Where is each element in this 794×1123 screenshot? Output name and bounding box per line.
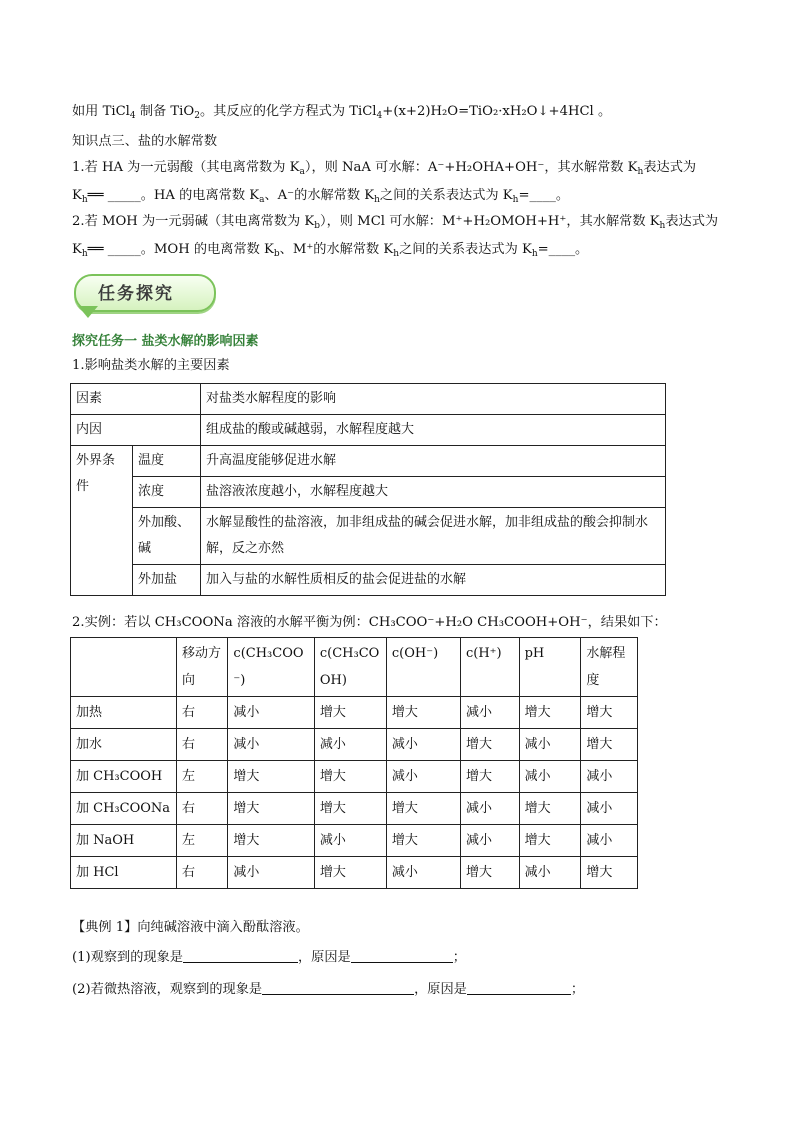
table-row	[71, 508, 666, 565]
text: ；	[570, 982, 585, 997]
table-row	[71, 761, 638, 793]
table-cell: 增大	[228, 761, 314, 793]
table-header-cell: c(CH₃COO⁻)	[228, 638, 314, 697]
text: 、A⁻的水解常数 K	[264, 188, 375, 203]
text: ，原因是	[298, 950, 351, 965]
table-header-cell: c(H⁺)	[460, 638, 519, 697]
sub: 2	[194, 111, 200, 121]
answer-blank[interactable]	[262, 980, 414, 995]
table-row	[71, 384, 666, 415]
table-cell: 增大	[314, 697, 386, 729]
table-cell: 增大	[460, 857, 519, 889]
table-cell: 增大	[314, 857, 386, 889]
table-cell: 右	[176, 697, 227, 729]
table-cell: 增大	[386, 825, 460, 857]
intro-text-1: 如用 TiCl	[72, 104, 130, 119]
text: 1.若 HA 为一元弱酸（其电离常数为 K	[72, 160, 300, 175]
table-header-cell: c(CH₃COOH)	[314, 638, 386, 697]
sub: h	[393, 249, 400, 259]
intro-line	[72, 102, 611, 122]
table-row	[71, 825, 638, 857]
task1-title: 探究任务一 盐类水解的影响因素	[72, 334, 259, 349]
answer-blank[interactable]	[351, 948, 453, 963]
example-q1	[72, 948, 466, 968]
table-cell: 减小	[386, 729, 460, 761]
table-cell: 减小	[460, 825, 519, 857]
table-row	[71, 697, 638, 729]
table-cell: 减小	[581, 825, 638, 857]
table-row	[71, 793, 638, 825]
sub: a	[299, 167, 305, 177]
text: K	[72, 242, 82, 257]
table-cell: 对盐类水解程度的影响	[201, 384, 666, 415]
section3-p1-line2	[72, 186, 569, 206]
table-cell: 增大	[460, 729, 519, 761]
section3-p2-line1	[72, 212, 718, 232]
table-cell: 增大	[581, 697, 638, 729]
table-cell: 增大	[386, 793, 460, 825]
table-header-cell	[71, 638, 177, 697]
text: ，原因是	[414, 982, 467, 997]
table-cell: 增大	[228, 793, 314, 825]
sub: 4	[129, 111, 136, 121]
table-cell: 减小	[519, 761, 581, 793]
table-cell: 加水	[71, 729, 177, 761]
table-cell: 减小	[228, 857, 314, 889]
section3-p2-line2	[72, 240, 588, 260]
table-cell: 因素	[71, 384, 201, 415]
text: K	[72, 188, 82, 203]
text: ══ _____。MOH 的电离常数 K	[87, 242, 274, 257]
table-header-cell: 移动方向	[176, 638, 227, 697]
text: (1)观察到的现象是	[72, 950, 183, 965]
sub: h	[81, 195, 88, 205]
table-cell: 减小	[460, 697, 519, 729]
sub: b	[273, 249, 280, 259]
table-cell: 升高温度能够促进水解	[201, 446, 666, 477]
table-cell: 增大	[581, 729, 638, 761]
table-cell: 加 NaOH	[71, 825, 177, 857]
table-cell: 增大	[314, 793, 386, 825]
intro-text-2: 制备 TiO	[135, 104, 195, 119]
text: ══ _____。HA 的电离常数 K	[87, 188, 260, 203]
sub: 4	[376, 111, 383, 121]
table-row	[71, 446, 666, 477]
table-header-cell: c(OH⁻)	[386, 638, 460, 697]
table-cell: 减小	[519, 857, 581, 889]
text: 2.若 MOH 为一元弱碱（其电离常数为 K	[72, 214, 315, 229]
table-cell: 组成盐的酸或碱越弱，水解程度越大	[201, 415, 666, 446]
text: ；	[452, 950, 466, 965]
banner-tail	[78, 306, 98, 318]
table-header-cell: pH	[519, 638, 581, 697]
text: 之间的关系表达式为 K	[379, 188, 513, 203]
sub: h	[637, 167, 644, 177]
table-header-cell: 水解程度	[581, 638, 638, 697]
section3-title: 知识点三、盐的水解常数	[72, 134, 218, 149]
table-row	[71, 477, 666, 508]
sub: h	[531, 249, 538, 259]
table-cell: 增大	[386, 697, 460, 729]
table-cell: 减小	[581, 761, 638, 793]
task-banner	[70, 270, 220, 320]
table-cell: 左	[176, 825, 227, 857]
table-cell: 增大	[519, 793, 581, 825]
text: 表达式为	[665, 214, 719, 229]
table-cell: 减小	[519, 729, 581, 761]
text: ），则 MCl 可水解：M⁺+H₂OMOH+H⁺，其水解常数 K	[320, 214, 660, 229]
sub: a	[259, 195, 265, 205]
table-cell: 外加酸、碱	[133, 508, 201, 565]
table-row	[71, 415, 666, 446]
sub: h	[659, 221, 666, 231]
answer-blank[interactable]	[183, 948, 298, 963]
table-cell: 加 HCl	[71, 857, 177, 889]
text: =____。	[518, 188, 570, 203]
table-cell: 外加盐	[133, 565, 201, 596]
table-cell: 加入与盐的水解性质相反的盐会促进盐的水解	[201, 565, 666, 596]
table-cell: 减小	[228, 697, 314, 729]
text: (2)若微热溶液，观察到的现象是	[72, 982, 263, 997]
table-cell: 减小	[460, 793, 519, 825]
table-row	[71, 729, 638, 761]
text: =____。	[537, 242, 589, 257]
table-cell: 加 CH₃COOH	[71, 761, 177, 793]
task1-sub1: 1.影响盐类水解的主要因素	[72, 358, 230, 373]
table-cell: 加 CH₃COONa	[71, 793, 177, 825]
sub: b	[314, 221, 321, 231]
table-row	[71, 565, 666, 596]
intro-equation: +(x+2)H₂O=TiO₂·xH₂O↓+4HCl 。	[382, 104, 612, 119]
factors-table	[70, 383, 666, 596]
text: ），则 NaA 可水解：A⁻+H₂OHA+OH⁻，其水解常数 K	[304, 160, 638, 175]
table-cell: 内因	[71, 415, 201, 446]
sub: h	[512, 195, 519, 205]
example-table	[70, 637, 638, 889]
table-cell: 温度	[133, 446, 201, 477]
sub: h	[81, 249, 88, 259]
text: 之间的关系表达式为 K	[399, 242, 532, 257]
section3-p1-line1	[72, 158, 696, 178]
table-cell: 浓度	[133, 477, 201, 508]
table-cell: 减小	[386, 761, 460, 793]
table-cell: 减小	[314, 729, 386, 761]
table-cell: 加热	[71, 697, 177, 729]
table-cell: 右	[176, 729, 227, 761]
table-cell: 增大	[228, 825, 314, 857]
table-cell: 增大	[519, 697, 581, 729]
table-cell: 外界条件	[71, 446, 133, 596]
table-cell: 水解显酸性的盐溶液，加非组成盐的碱会促进水解，加非组成盐的酸会抑制水解，反之亦然	[201, 508, 666, 565]
intro-text-3: 。其反应的化学方程式为 TiCl	[199, 104, 377, 119]
example-q2	[72, 980, 584, 1000]
table-cell: 增大	[519, 825, 581, 857]
table-cell: 减小	[581, 793, 638, 825]
answer-blank[interactable]	[467, 980, 571, 995]
table-cell: 增大	[314, 761, 386, 793]
text: 、M⁺的水解常数 K	[279, 242, 394, 257]
task1-sub2: 2.实例：若以 CH₃COONa 溶液的水解平衡为例：CH₃COO⁻+H₂O CH₃COOH+OH⁻，结果如下：	[72, 615, 667, 630]
table-cell: 减小	[228, 729, 314, 761]
table-cell: 减小	[386, 857, 460, 889]
sub: h	[374, 195, 380, 205]
table-header-row	[71, 638, 638, 697]
table-cell: 增大	[460, 761, 519, 793]
banner-title: 任务探究	[98, 284, 174, 304]
table-cell: 盐溶液浓度越小，水解程度越大	[201, 477, 666, 508]
table-cell: 增大	[581, 857, 638, 889]
table-row	[71, 857, 638, 889]
table-cell: 右	[176, 793, 227, 825]
table-cell: 右	[176, 857, 227, 889]
table-cell: 减小	[314, 825, 386, 857]
example-title: 【典例 1】向纯碱溶液中滴入酚酞溶液。	[72, 920, 309, 935]
text: 表达式为	[643, 160, 697, 175]
table-cell: 左	[176, 761, 227, 793]
